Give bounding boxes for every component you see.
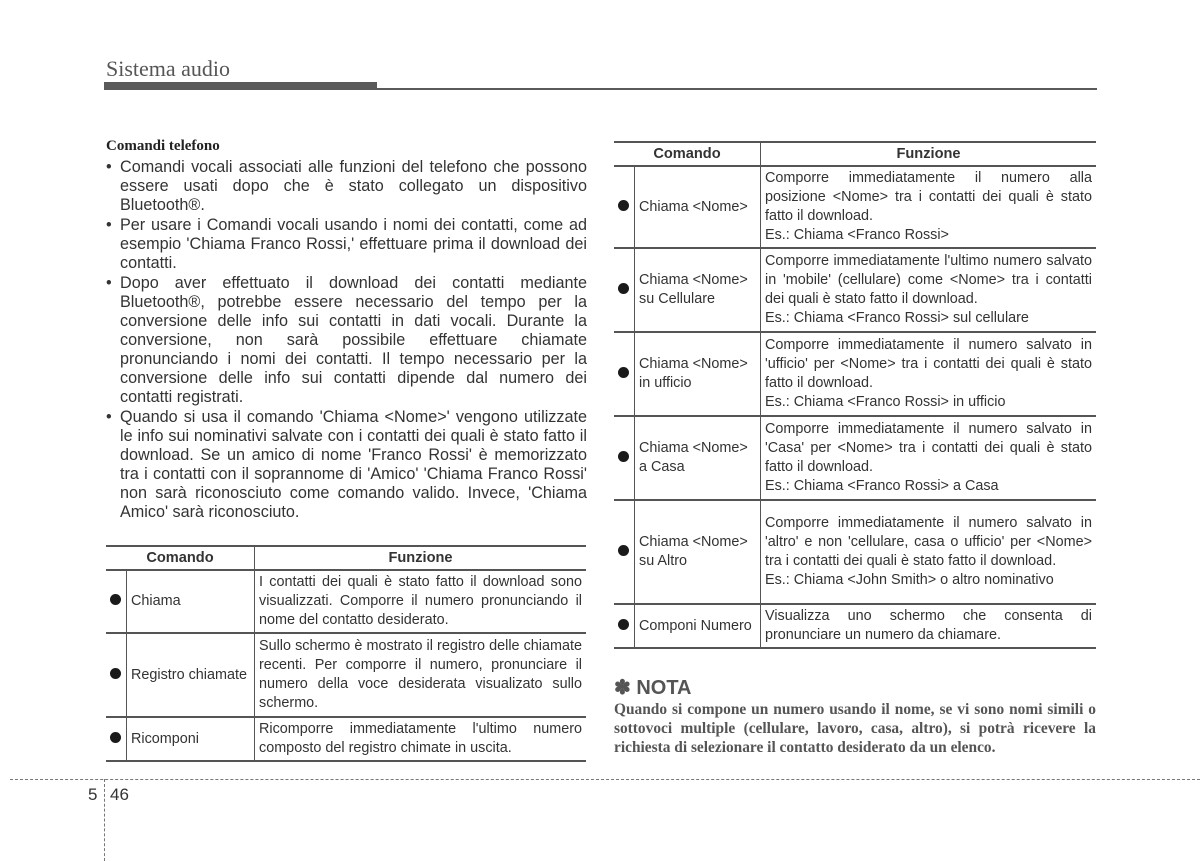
bullet-dot-icon: [618, 545, 629, 556]
function-cell: I contatti dei quali è stato fatto il download sono visualizzati. Comporre il numero pronunciando il nome del contatto desiderato.: [255, 570, 587, 633]
command-cell: Chiama <Nome> su Altro: [635, 500, 761, 604]
bullet-dot-icon: [110, 732, 121, 743]
left-column: [106, 138, 587, 523]
function-cell: Ricomporre immediatamente l'ultimo numero composto del registro chimate in uscita.: [255, 717, 587, 761]
example-text: Es.: Chiama <Franco Rossi>: [765, 227, 949, 243]
column-header-function: Funzione: [255, 546, 587, 570]
page-number: 46: [110, 785, 129, 804]
table-header-row: [106, 546, 586, 570]
bullet-dot-icon: [618, 200, 629, 211]
command-cell: Ricomponi: [127, 717, 255, 761]
table-row: [614, 416, 1096, 500]
table-row: [614, 166, 1096, 248]
example-text: Es.: Chiama <Franco Rossi> sul cellulare: [765, 310, 1029, 326]
command-cell: Chiama <Nome> su Cellulare: [635, 248, 761, 332]
bullet-dot-icon: [618, 619, 629, 630]
example-text: Es.: Chiama <Franco Rossi> a Casa: [765, 478, 999, 494]
table-row: [106, 717, 586, 761]
bullet-dot-icon: [618, 367, 629, 378]
table-row: [614, 500, 1096, 604]
bullet-icon: •: [106, 274, 112, 292]
footer-dashed-rule: [10, 779, 1200, 780]
bullet-icon: •: [106, 158, 112, 176]
function-cell: Comporre immediatamente il numero alla posizione <Nome> tra i contatti dei quali è stato fatto il download. Es.: Chiama <Franco Rossi>: [761, 166, 1097, 248]
command-cell: Chiama <Nome>: [635, 166, 761, 248]
table-row: [614, 604, 1096, 648]
function-cell: Comporre immediatamente il numero salvato in 'Casa' per <Nome> tra i contatti dei quali è stato fatto il download. Es.: Chiama <Franco Rossi> a Casa: [761, 416, 1097, 500]
column-header-function: Funzione: [761, 142, 1097, 166]
bullet-dot-icon: [110, 594, 121, 605]
page-header-title: Sistema audio: [106, 56, 231, 81]
function-cell: Comporre immediatamente il numero salvato in 'ufficio' per <Nome> tra i contatti dei quali è stato fatto il download. Es.: Chiama <Franco Rossi> in ufficio: [761, 332, 1097, 416]
bullet-item: • Per usare i Comandi vocali usando i nomi dei contatti, come ad esempio 'Chiama Franco Rossi,' effettuare prima il download dei contatti.: [106, 216, 587, 272]
command-cell: Chiama <Nome> a Casa: [635, 416, 761, 500]
table-row: [106, 633, 586, 717]
command-cell: Componi Numero: [635, 604, 761, 648]
function-cell: Comporre immediatamente il numero salvato in 'altro' e non 'cellulare, casa o ufficio' per <Nome> tra i contatti dei quali è stato fatto il download. Es.: Chiama <John Smith> o altro nominativo: [761, 500, 1097, 604]
bullet-item: • Quando si usa il comando 'Chiama <Nome>' vengono utilizzate le info sui nominativi salvate con i contatti dei quali è stato fatto il download. Se un amico di nome 'Franco Rossi' è memorizzato tra i contatti con il soprannome di 'Amico' 'Chiama Franco Rossi' non sarà riconosciuto come comando valido. Invece, 'Chiama Amico' sarà riconosciuto.: [106, 408, 587, 521]
column-header-command: Comando: [106, 546, 255, 570]
bullet-item: • Comandi vocali associati alle funzioni del telefono che possono essere usati dopo che è stato collegato un dispositivo Bluetooth®.: [106, 158, 587, 214]
table-header-row: [614, 142, 1096, 166]
section-title: Comandi telefono: [106, 138, 220, 154]
function-cell: Comporre immediatamente l'ultimo numero salvato in 'mobile' (cellulare) come <Nome> tra i contatti dei quali è stato fatto il download. Es.: Chiama <Franco Rossi> sul cellulare: [761, 248, 1097, 332]
bullet-list: [106, 158, 587, 522]
note-box: [614, 675, 1096, 757]
note-text: Quando si compone un numero usando il nome, se vi sono nomi simili o sottovoci multiple (cellulare, lavoro, casa, altro), si potrà ricevere la richiesta di selezionare il contatto desiderato da un elenco.: [614, 701, 1096, 756]
bullet-dot-icon: [618, 451, 629, 462]
command-cell: Chiama: [127, 570, 255, 633]
header-rule-thick: [104, 82, 377, 90]
command-cell: Registro chiamate: [127, 633, 255, 717]
bullet-icon: •: [106, 216, 112, 234]
bullet-item: • Dopo aver effettuato il download dei contatti mediante Bluetooth®, potrebbe essere necessario del tempo per la conversione delle info sui contatti in dati vocali. Durante la conversione, non sarà possibile effettuare chiamate pronunciando i nomi dei contatti. Il tempo necessario per la conversione delle info sui contatti dipende dal numero dei contatti registrati.: [106, 274, 587, 406]
function-cell: Visualizza uno schermo che consenta di pronunciare un numero da chiamare.: [761, 604, 1097, 648]
left-command-table: [106, 545, 586, 762]
header-rule-thin: [377, 88, 1097, 90]
table-row: [614, 332, 1096, 416]
bullet-dot-icon: [618, 283, 629, 294]
function-cell: Sullo schermo è mostrato il registro delle chiamate recenti. Per comporre il numero, pronunciare il numero della voce desiderata visualizato sullo schermo.: [255, 633, 587, 717]
bullet-icon: •: [106, 408, 112, 426]
example-text: Es.: Chiama <John Smith> o altro nominativo: [765, 572, 1054, 588]
column-header-command: Comando: [614, 142, 761, 166]
example-text: Es.: Chiama <Franco Rossi> in ufficio: [765, 394, 1006, 410]
note-title: ✽ NOTA: [614, 677, 692, 699]
bullet-dot-icon: [110, 668, 121, 679]
page-section-number: 5: [88, 785, 98, 804]
footer-dashed-divider: [104, 779, 105, 861]
table-row: [106, 570, 586, 633]
right-command-table: [614, 141, 1096, 649]
command-cell: Chiama <Nome> in ufficio: [635, 332, 761, 416]
table-row: [614, 248, 1096, 332]
